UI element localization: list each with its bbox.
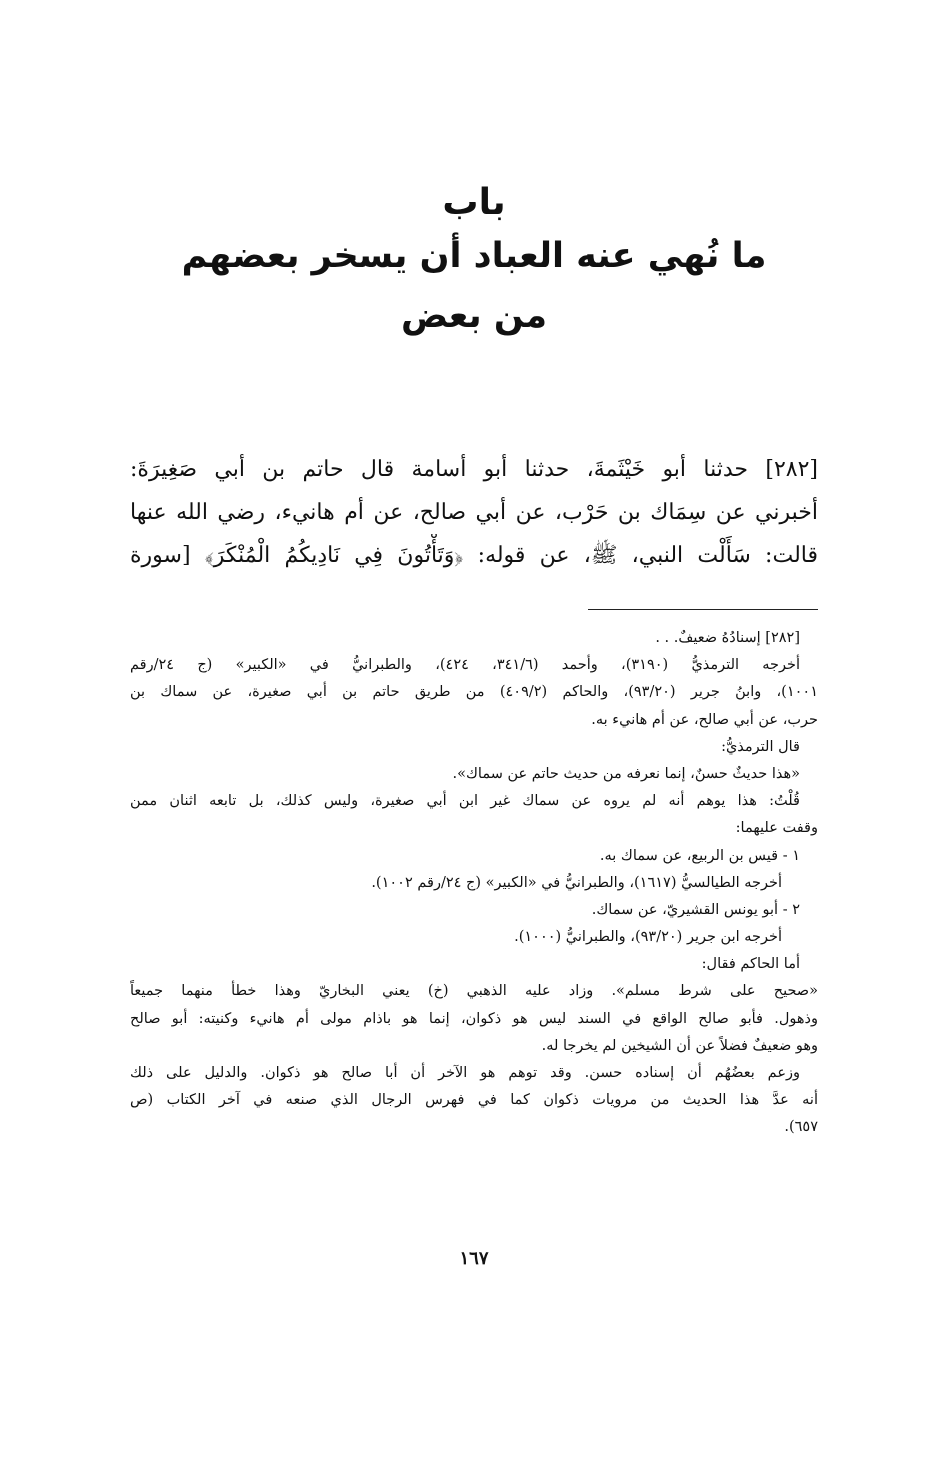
- footnote-separator: [588, 609, 818, 610]
- footnote-line: [٢٨٢] إسنادُهُ ضعيفٌ. . .: [655, 630, 800, 646]
- footnote-line: وزعم بعضُهُم أن إسناده حسن. وقد توهم هو الآخر أن أبا صالح هو ذكوان. والدليل على ذلك: [130, 1065, 800, 1081]
- footnote-line: «صحيح على شرط مسلم». وزاد عليه الذهبي (خ) يعني البخاريّ وهذا خطأ منهما جميعاً: [130, 983, 818, 1000]
- footnote-line: أخرجه الترمذيُّ (٣١٩٠)، وأحمد (٣٤١/٦، ٤٢٤)، والطبرانيُّ في «الكبير» (ج ٢٤/رقم: [130, 657, 800, 674]
- footnote-line: ٢ - أبو يونس القشيريّ، عن سماك.: [591, 901, 800, 918]
- footnote-line: أما الحاكم فقال:: [701, 956, 800, 973]
- hadith-text: [130, 448, 818, 577]
- footnote-line: أخرجه الطيالسيُّ (١٦١٧)، والطبرانيُّ في «الكبير» (ج ٢٤/رقم ١٠٠٢).: [371, 874, 782, 891]
- page-number: ١٦٧: [459, 1248, 489, 1269]
- footnote-line: «هذا حديثٌ حسنٌ، إنما نعرفه من حديث حاتم عن سماك».: [452, 765, 800, 782]
- footnote-line: ٦٥٧).: [784, 1119, 818, 1136]
- hadith-line: قالت: سَأَلْت النبي، ﷺ، عن قوله: ﴿وَتَأْتُونَ فِي نَادِيكُمُ الْمُنْكَرَ﴾ [سورة: [130, 543, 818, 568]
- footnote-line: ١ - قيس بن الربيع، عن سماك به.: [599, 847, 800, 864]
- chapter-title-line-2: من بعض: [401, 296, 547, 336]
- footnote-line: أنه عدَّ هذا الحديث من مرويات ذكوان كما في فهرس الرجال الذي صنعه في آخر الكتاب (ص: [130, 1092, 818, 1109]
- chapter-label: باب: [442, 182, 506, 223]
- footnotes: [130, 625, 818, 1142]
- footnote-line: قال الترمذيُّ:: [721, 738, 800, 755]
- hadith-line: [٢٨٢] حدثنا أبو خَيْثَمةَ، حدثنا أبو أسامة قال حاتم بن أبي صَغِيرَةَ:: [130, 457, 818, 482]
- footnote-line: وهو ضعيفٌ فضلاً عن أن الشيخين لم يخرجا له.: [541, 1037, 818, 1054]
- footnote-line: ١٠٠١)، وابنُ جرير (٩٣/٢٠)، والحاكم (٤٠٩/٢) من طريق حاتم بن أبي صغيرة، عن سماك بن: [130, 684, 818, 701]
- footnote-line: وقفت عليهما:: [735, 820, 818, 837]
- hadith-line: أخبرني عن سِمَاك بن حَرْب، عن أبي صالح، عن أم هانيء، رضي الله عنها: [130, 500, 818, 525]
- chapter-title-line-1: ما نُهي عنه العباد أن يسخر بعضهم: [181, 236, 767, 276]
- footnote-line: وذهول. فأبو صالح الواقع في السند ليس هو ذكوان، إنما هو باذام مولى أم هانيء وكنيته: أبو صالح: [130, 1010, 818, 1027]
- footnote-line: قُلْتُ: هذا يوهم أنه لم يروه عن سماك غير ابن أبي صغيرة، وليس كذلك، بل تابعه اثنان ممن: [130, 793, 800, 810]
- footnote-line: حرب، عن أبي صالح، عن أم هانيء به.: [591, 711, 818, 728]
- footnote-line: أخرجه ابن جرير (٩٣/٢٠)، والطبرانيُّ (١٠٠٠).: [514, 929, 782, 946]
